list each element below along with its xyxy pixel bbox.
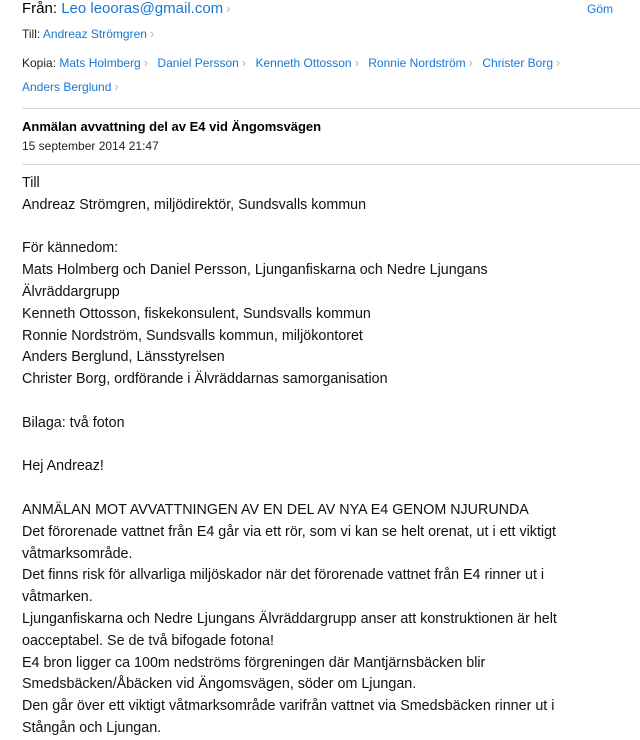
body-line: våtmarken. (22, 589, 93, 606)
from-address[interactable]: Leo leooras@gmail.com (61, 0, 224, 17)
body-line: E4 bron ligger ca 100m nedströms förgreningen där Mantjärnsbäcken blir (22, 654, 486, 671)
to-label: Till: (22, 27, 41, 41)
body-paragraph (22, 173, 622, 217)
cc-address[interactable]: Anders Berglund (22, 80, 112, 94)
body-paragraph (22, 500, 622, 740)
body-line: ANMÄLAN MOT AVVATTNINGEN AV EN DEL AV NYA E4 GENOM NJURUNDA (22, 501, 529, 518)
cc-address[interactable]: Mats Holmberg (59, 56, 141, 70)
body-line: våtmarksområde. (22, 545, 133, 562)
body-line: Christer Borg, ordförande i Älvräddarnas samorganisation (22, 371, 388, 388)
chevron-right-icon: › (226, 1, 231, 16)
body-line: Stångån och Ljungan. (22, 719, 162, 736)
body-line: Smedsbäcken/Åbäcken vid Ängomsvägen, söder om Ljungan. (22, 676, 417, 693)
chevron-right-icon: › (468, 55, 473, 70)
from-label: Från: (22, 0, 58, 17)
body-line: Det finns risk för allvarliga miljöskador när det förorenade vattnet från E4 rinner ut i (22, 567, 545, 584)
cc-row (22, 51, 632, 99)
body-line: Andreaz Strömgren, miljödirektör, Sundsvalls kommun (22, 196, 367, 213)
cc-address[interactable]: Kenneth Ottosson (255, 56, 352, 70)
body-line: Den går över ett viktigt våtmarksområde varifrån vattnet via Smedsbäcken rinner ut i (22, 698, 555, 715)
body-line: Till (22, 175, 40, 191)
body-line: Kenneth Ottosson, fiskekonsulent, Sundsvalls kommun (22, 305, 371, 322)
subject-block (0, 109, 640, 164)
body-line: Anders Berglund, Länsstyrelsen (22, 349, 225, 366)
body-line: oacceptabel. Se de två bifogade fotona! (22, 632, 274, 649)
email-header (0, 0, 640, 99)
body-line: Älvräddargrupp (22, 283, 120, 300)
body-line: Mats Holmberg och Daniel Persson, Ljunganfiskarna och Nedre Ljungans (22, 262, 488, 279)
hide-details-button[interactable]: Göm (586, 2, 613, 16)
body-line: Ronnie Nordström, Sundsvalls kommun, miljökontoret (22, 327, 363, 344)
email-date: 15 september 2014 21:47 (22, 139, 159, 153)
body-paragraph (22, 413, 622, 435)
cc-address[interactable]: Christer Borg (482, 56, 553, 70)
chevron-right-icon: › (354, 55, 359, 70)
body-line: För kännedom: (22, 240, 119, 257)
chevron-right-icon: › (143, 55, 149, 70)
body-line: Det förorenade vattnet från E4 går via ett rör, som vi kan se helt orenat, ut i ett viktigt (22, 523, 557, 540)
email-subject: Anmälan avvattning del av E4 vid Ängomsvägen (22, 119, 322, 134)
cc-address[interactable]: Ronnie Nordström (368, 56, 466, 70)
body-paragraph (22, 456, 622, 478)
chevron-right-icon: › (149, 26, 155, 41)
body-paragraph (22, 238, 622, 391)
chevron-right-icon: › (114, 79, 119, 94)
from-row (22, 0, 640, 22)
to-row (22, 26, 640, 42)
body-line: Hej Andreaz! (22, 458, 104, 475)
body-line: Ljunganfiskarna och Nedre Ljungans Älvräddargrupp anser att konstruktionen är helt (22, 610, 557, 627)
cc-label: Kopia: (22, 56, 57, 70)
body-line: Bilaga: två foton (22, 414, 125, 431)
chevron-right-icon: › (556, 55, 561, 70)
to-address[interactable]: Andreaz Strömgren (42, 27, 147, 41)
cc-address[interactable]: Daniel Persson (157, 56, 239, 70)
email-body (0, 165, 640, 740)
chevron-right-icon: › (241, 55, 247, 70)
